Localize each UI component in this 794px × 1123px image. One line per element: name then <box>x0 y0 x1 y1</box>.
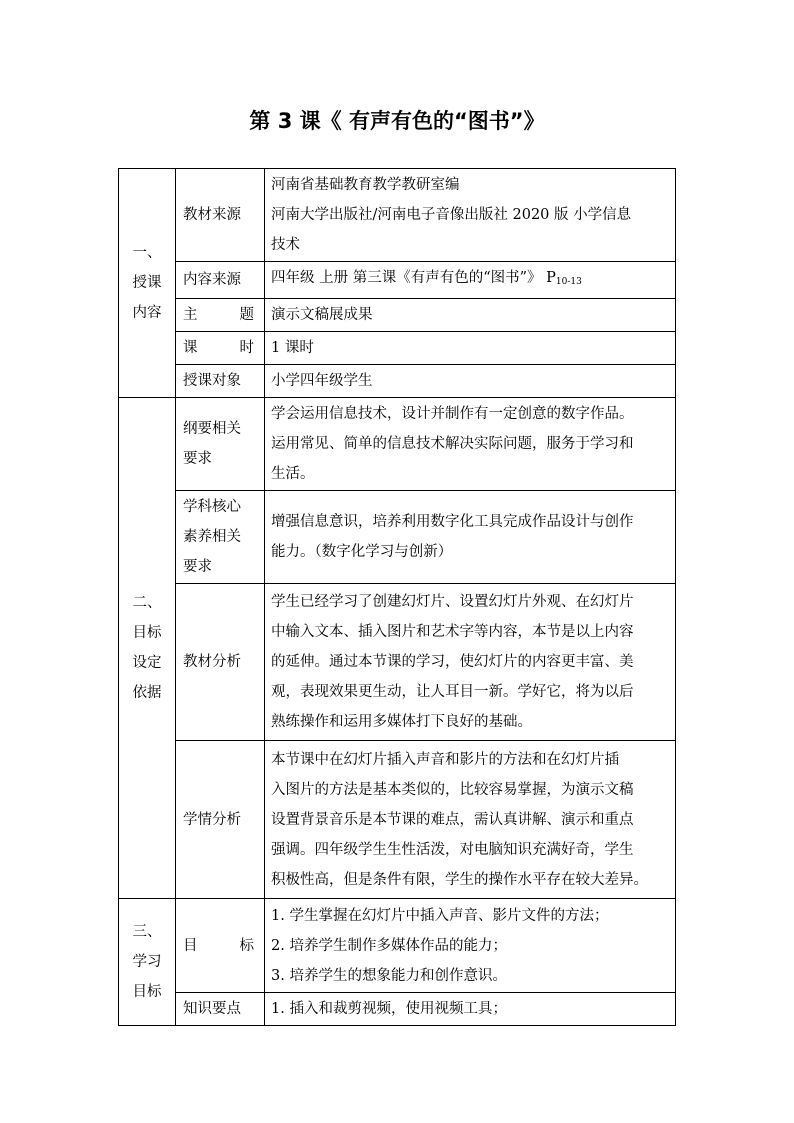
audience-value: 小学四年级学生 <box>265 365 676 398</box>
hours-label: 课 时 <box>176 332 265 365</box>
page-title: 第 3 课《 有声有色的“图书”》 <box>249 109 545 133</box>
key-points-label: 知识要点 <box>176 993 265 1026</box>
outline-label: 纲要相关 要求 <box>176 398 265 491</box>
textbook-source-label: 教材来源 <box>176 169 265 262</box>
goals-label: 目 标 <box>176 899 265 993</box>
row-learning-goals <box>119 899 676 993</box>
goals-value: 1. 学生掌握在幻灯片中插入声音、影片文件的方法； 2. 培养学生制作多媒体作品的能力； 3. 培养学生的想象能力和创作意识。 <box>265 899 676 993</box>
row-textbook-analysis <box>119 584 676 741</box>
key-points-value: 1. 插入和裁剪视频，使用视频工具； <box>265 993 676 1026</box>
row-content-source <box>119 262 676 299</box>
section-1-label: 一、 授课 内容 <box>119 169 176 398</box>
textbook-analysis-value: 学生已经学习了创建幻灯片、设置幻灯片外观、在幻灯片 中输入文本、插入图片和艺术字等内容，本节是以上内容 的延伸。通过本节课的学习，使幻灯片的内容更丰富、美 观，表现效果更生动，让人耳目一新。学好它，将为以后 熟练操作和运用多媒体打下良好的基础。 <box>265 584 676 741</box>
content-source-value: 四年级 上册 第三课《有声有色的“图书”》 $P_{10-13}$ <box>265 262 676 299</box>
student-analysis-value: 本节课中在幻灯片插入声音和影片的方法和在幻灯片插 入图片的方法是基本类似的，比较容易掌握，为演示文稿 设置背景音乐是本节课的难点，需认真讲解、演示和重点 强调。四年级学生生性活泼，对电脑知识充满好奇，学生 积极性高，但是条件有限，学生的操作水平存在较大差异。 <box>265 741 676 899</box>
audience-label: 授课对象 <box>176 365 265 398</box>
section-3-label: 三、 学习 目标 <box>119 899 176 1026</box>
student-analysis-label: 学情分析 <box>176 741 265 899</box>
section-2-label: 二、 目标 设定 依据 <box>119 398 176 899</box>
core-literacy-label: 学科核心 素养相关 要求 <box>176 491 265 584</box>
topic-value: 演示文稿展成果 <box>265 299 676 332</box>
row-outline <box>119 398 676 491</box>
row-hours <box>119 332 676 365</box>
textbook-source-value: 河南省基础教育教学教研室编 河南大学出版社/河南电子音像出版社 2020 版 小学信息 技术 <box>265 169 676 262</box>
lesson-plan-table <box>118 168 676 1026</box>
hours-value: 1 课时 <box>265 332 676 365</box>
topic-label: 主 题 <box>176 299 265 332</box>
row-topic <box>119 299 676 332</box>
row-key-points <box>119 993 676 1026</box>
outline-value: 学会运用信息技术，设计并制作有一定创意的数字作品。 运用常见、简单的信息技术解决实际问题，服务于学习和 生活。 <box>265 398 676 491</box>
row-textbook-source <box>119 169 676 262</box>
row-student-analysis <box>119 741 676 899</box>
core-literacy-value: 增强信息意识，培养利用数字化工具完成作品设计与创作 能力。（数字化学习与创新） <box>265 491 676 584</box>
textbook-analysis-label: 教材分析 <box>176 584 265 741</box>
row-audience <box>119 365 676 398</box>
content-source-label: 内容来源 <box>176 262 265 299</box>
row-core-literacy <box>119 491 676 584</box>
